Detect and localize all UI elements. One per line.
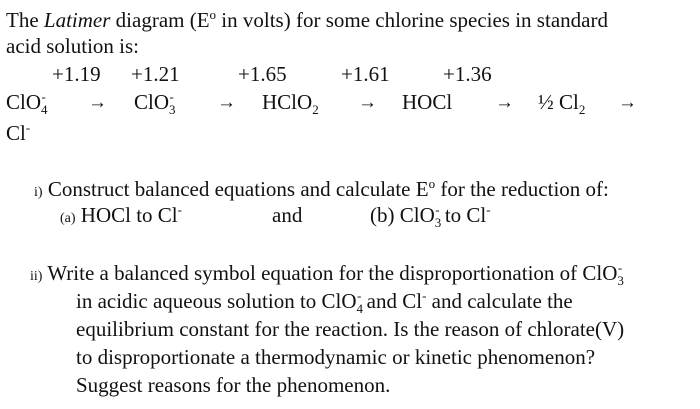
question-ii-sup-2b: - xyxy=(422,288,427,303)
intro-line-2 xyxy=(6,34,139,58)
species-clo4 xyxy=(6,90,46,115)
species-sub: 4 xyxy=(41,102,48,117)
potential-4: +1.61 xyxy=(341,62,390,86)
intro-text-c: in volts) for some chlorine species in standard xyxy=(216,8,608,32)
question-ii-text-3: equilibrium constant for the reaction. Is the reason of chlorate(V) xyxy=(76,317,625,341)
question-ii-text-1: Write a balanced symbol equation for the disproportionation of ClO xyxy=(42,261,618,285)
question-ii-number: ii) xyxy=(30,269,43,284)
question-ii-sup-2: - xyxy=(357,288,362,303)
question-ii-text-4: to disproportionate a thermodynamic or kinetic phenomenon? xyxy=(76,345,596,369)
question-i-text-b: for the reduction of: xyxy=(435,177,609,201)
species-sup: - xyxy=(169,89,174,104)
question-i-line-1 xyxy=(34,177,609,205)
part-b-sup: - xyxy=(435,202,440,217)
species-sub: 2 xyxy=(578,102,586,117)
arrow-icon: → xyxy=(358,92,377,113)
part-b-tail: to Cl xyxy=(439,203,487,227)
species-sup: - xyxy=(41,89,46,104)
intro-text-a: The xyxy=(6,8,44,32)
question-i-part-b xyxy=(370,202,491,230)
species-base: HOCl xyxy=(402,90,453,114)
part-a-sup: - xyxy=(177,202,182,217)
potential-1: +1.19 xyxy=(52,62,101,86)
species-hocl xyxy=(402,90,452,115)
part-b-tail-sup: - xyxy=(486,202,491,217)
species-clo3 xyxy=(134,90,174,115)
question-i-text-a: Construct balanced equations and calculate E xyxy=(42,177,429,201)
question-i-and xyxy=(272,203,302,227)
question-i-number: i) xyxy=(34,185,43,200)
question-ii-sub-2: 4 xyxy=(356,301,364,316)
species-base: ClO xyxy=(134,90,170,114)
question-i-line-2 xyxy=(60,203,182,231)
part-b-sub: 3 xyxy=(434,215,442,230)
arrow-icon: → xyxy=(217,92,236,113)
arrow-icon: → xyxy=(88,92,107,113)
question-ii-line-4 xyxy=(76,345,595,369)
question-ii-text-2a: in acidic aqueous solution to ClO xyxy=(76,289,357,313)
intro-text-b: diagram (E xyxy=(110,8,210,32)
part-a-text: HOCl to Cl xyxy=(75,203,178,227)
species-hclo2 xyxy=(262,90,319,115)
species-half-cl2 xyxy=(538,90,585,115)
potential-5: +1.36 xyxy=(443,62,492,86)
species-base: ClO xyxy=(6,90,42,114)
question-ii-line-2 xyxy=(76,288,573,316)
species-sub: 2 xyxy=(312,102,319,117)
degree-symbol: o xyxy=(209,7,217,22)
question-ii-sup-1: - xyxy=(617,260,623,275)
question-ii-text-5: Suggest reasons for the phenomenon. xyxy=(76,373,391,397)
question-ii-line-5 xyxy=(76,373,390,397)
arrow-icon: → xyxy=(618,92,637,113)
arrow-icon: → xyxy=(495,92,514,113)
species-base: Cl xyxy=(6,121,26,145)
species-base: HClO xyxy=(262,90,313,114)
question-ii-text-2c: and calculate the xyxy=(426,289,573,313)
part-a-label: (a) xyxy=(60,211,76,226)
question-ii-line-1 xyxy=(30,261,622,289)
intro-line-1 xyxy=(6,8,608,32)
and-word: and xyxy=(272,203,303,227)
question-ii-sub-1: 3 xyxy=(617,273,624,288)
potential-2: +1.21 xyxy=(131,62,180,86)
potential-3: +1.65 xyxy=(238,62,287,86)
species-base: ½ Cl xyxy=(538,90,579,114)
question-ii-line-3 xyxy=(76,317,624,341)
species-sup: - xyxy=(25,120,31,135)
intro-text-line2: acid solution is: xyxy=(6,34,139,58)
part-b-text: (b) ClO xyxy=(370,203,435,227)
latimer-word: Latimer xyxy=(43,8,111,32)
species-cl-minus xyxy=(6,121,30,146)
degree-symbol: o xyxy=(428,176,436,191)
question-ii-text-2b: and Cl xyxy=(361,289,423,313)
species-sub: 3 xyxy=(169,102,176,117)
